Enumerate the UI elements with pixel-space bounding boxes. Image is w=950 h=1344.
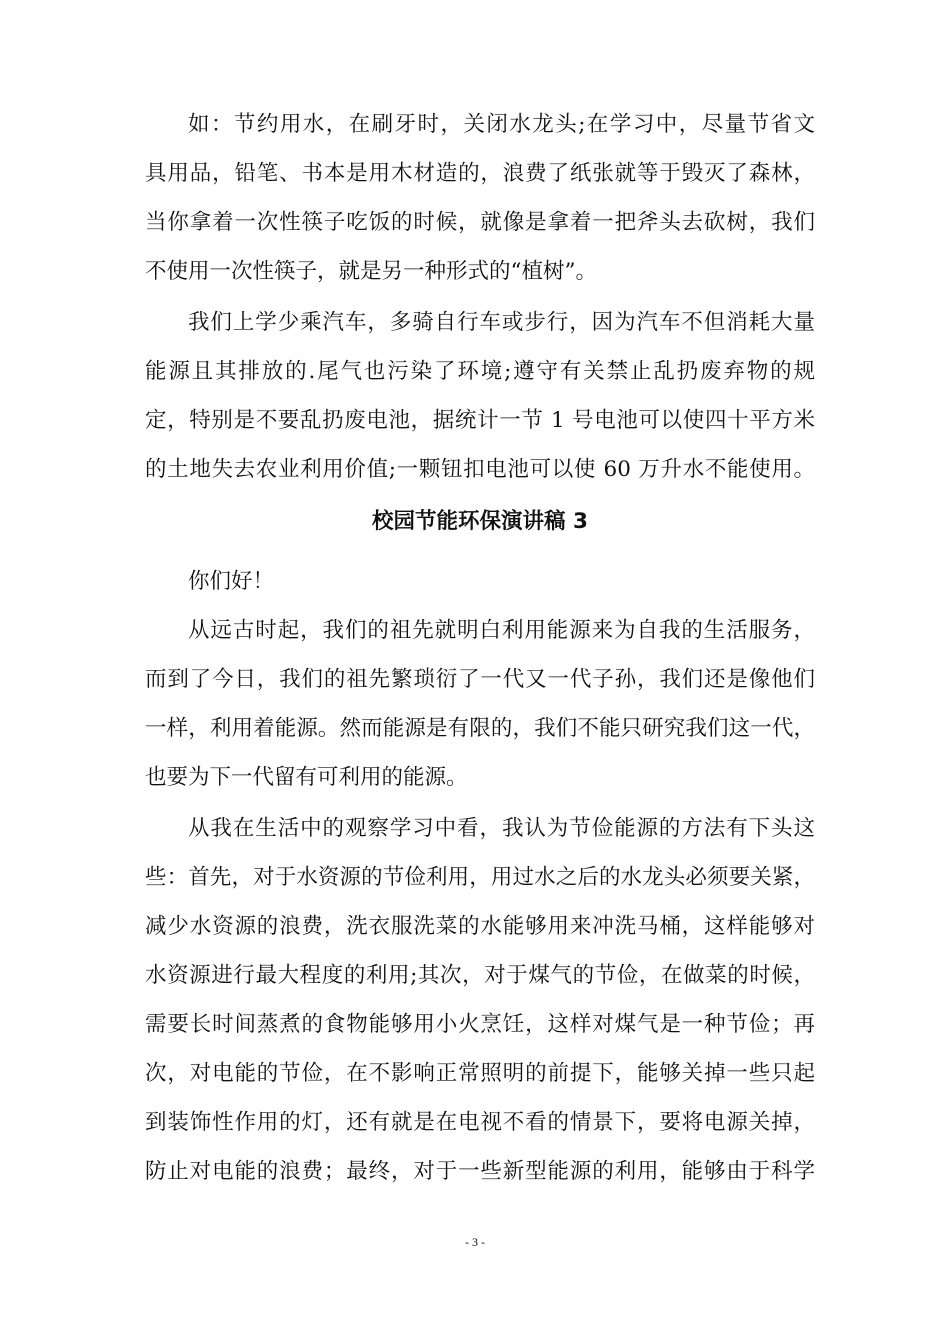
paragraph-line: 一样，利用着能源。然而能源是有限的，我们不能只研究我们这一代， xyxy=(145,716,815,741)
page-number: - 3 - xyxy=(465,1235,485,1249)
paragraph-line: 的土地失去农业利用价值;一颗钮扣电池可以使 60 万升水不能使用。 xyxy=(145,457,815,482)
greeting-line: 你们好！ xyxy=(188,569,275,594)
paragraph-line: 减少水资源的浪费，洗衣服洗菜的水能够用来冲洗马桶，这样能够对 xyxy=(145,914,815,939)
paragraph-line: 能源且其排放的.尾气也污染了环境;遵守有关禁止乱扔废弃物的规 xyxy=(145,359,815,384)
paragraph-line: 不使用一次性筷子，就是另一种形式的“植树”。 xyxy=(145,259,597,284)
paragraph-line: 而到了今日，我们的祖先繁琐衍了一代又一代子孙，我们还是像他们 xyxy=(145,667,815,692)
paragraph-line: 具用品，铅笔、书本是用木材造的，浪费了纸张就等于毁灭了森林， xyxy=(145,161,815,186)
paragraph-line: 从远古时起，我们的祖先就明白利用能源来为自我的生活服务， xyxy=(188,618,815,643)
paragraph-line: 定，特别是不要乱扔废电池，据统计一节 1 号电池可以使四十平方米 xyxy=(145,408,815,433)
paragraph-line: 防止对电能的浪费；最终，对于一些新型能源的利用，能够由于科学 xyxy=(145,1159,815,1184)
paragraph-line: 水资源进行最大程度的利用;其次，对于煤气的节俭，在做菜的时候， xyxy=(145,963,815,988)
paragraph-line: 如：节约用水，在刷牙时，关闭水龙头;在学习中，尽量节省文 xyxy=(188,112,815,137)
paragraph-line: 些：首先，对于水资源的节俭利用，用过水之后的水龙头必须要关紧， xyxy=(145,865,815,890)
paragraph-line: 从我在生活中的观察学习中看，我认为节俭能源的方法有下头这 xyxy=(188,816,815,841)
paragraph-line: 到装饰性作用的灯，还有就是在电视不看的情景下，要将电源关掉， xyxy=(145,1110,815,1135)
paragraph-line: 次，对电能的节俭，在不影响正常照明的前提下，能够关掉一些只起 xyxy=(145,1061,815,1086)
paragraph-line: 也要为下一代留有可利用的能源。 xyxy=(145,765,468,790)
paragraph-line: 需要长时间蒸煮的食物能够用小火烹饪，这样对煤气是一种节俭；再 xyxy=(145,1012,815,1037)
paragraph-line: 当你拿着一次性筷子吃饭的时候，就像是拿着一把斧头去砍树，我们 xyxy=(145,210,815,235)
paragraph-line: 我们上学少乘汽车，多骑自行车或步行，因为汽车不但消耗大量 xyxy=(188,310,815,335)
section-heading: 校园节能环保演讲稿 3 xyxy=(372,509,588,534)
